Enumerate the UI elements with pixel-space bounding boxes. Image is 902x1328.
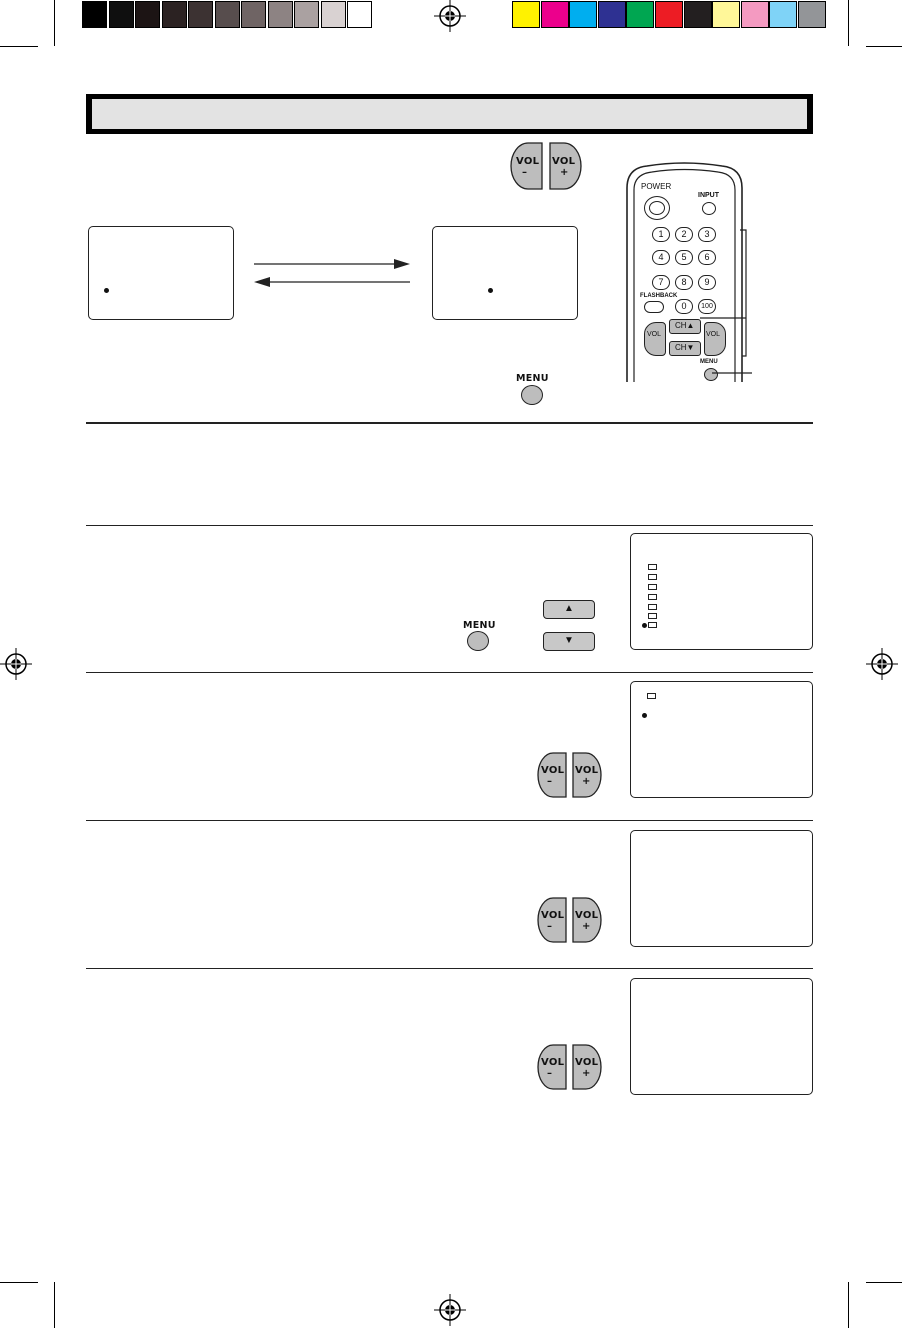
color-swatch: [741, 1, 769, 28]
color-swatch: [569, 1, 597, 28]
grayscale-swatch: [215, 1, 240, 28]
menu-item-icon: [648, 594, 657, 600]
arrow-right-icon: [252, 257, 412, 271]
cursor-dot-icon: [488, 288, 493, 293]
plus-sign: +: [560, 167, 569, 178]
color-swatch: [769, 1, 797, 28]
section-header-bar: [86, 94, 813, 134]
power-button[interactable]: [644, 196, 670, 220]
arrow-left-icon: [252, 275, 412, 289]
ch-down-button[interactable]: [543, 632, 595, 651]
up-arrow-icon: ▲: [564, 603, 574, 614]
grayscale-swatch: [188, 1, 213, 28]
vol-label: VOL: [575, 765, 599, 776]
grayscale-swatch: [241, 1, 266, 28]
plus-sign: +: [582, 776, 591, 787]
vol-label: VOL: [575, 1057, 599, 1068]
input-button[interactable]: [702, 202, 716, 215]
vol-label: VOL: [575, 910, 599, 921]
digit-button-5[interactable]: 5: [675, 250, 693, 265]
menu-item-icon: [647, 693, 656, 699]
minus-sign: –: [547, 921, 553, 932]
ch-up-label: CH▲: [675, 321, 695, 330]
tv-menu-screen: [630, 533, 813, 650]
step-divider: [86, 968, 813, 969]
registration-mark-icon: [866, 648, 898, 680]
digit-button-100[interactable]: 100: [698, 299, 716, 314]
vol-label: VOL: [552, 156, 576, 167]
color-swatch: [712, 1, 740, 28]
down-arrow-icon: ▼: [564, 635, 574, 646]
digit-button-9[interactable]: 9: [698, 275, 716, 290]
tv-submenu-screen: [630, 681, 813, 798]
menu-item-icon: [648, 604, 657, 610]
grayscale-swatch: [268, 1, 293, 28]
registration-mark-icon: [434, 1294, 466, 1326]
vol-button-pair: [537, 897, 601, 943]
tv-screen-before: [88, 226, 234, 320]
plus-sign: +: [582, 921, 591, 932]
menu-item-icon: [648, 574, 657, 580]
section-divider: [86, 422, 813, 424]
callout-bracket: [700, 228, 754, 378]
digit-button-0[interactable]: 0: [675, 299, 693, 314]
digit-button-3[interactable]: 3: [698, 227, 716, 242]
grayscale-swatch: [109, 1, 134, 28]
grayscale-swatch: [162, 1, 187, 28]
vol-label: VOL: [541, 765, 565, 776]
tv-screen: [630, 978, 813, 1095]
color-swatch: [541, 1, 569, 28]
cursor-dot-icon: [642, 713, 647, 718]
minus-sign: –: [547, 776, 553, 787]
menu-button-label: MENU: [463, 620, 496, 631]
step-divider: [86, 672, 813, 673]
menu-item-icon: [648, 584, 657, 590]
ch-up-button[interactable]: [543, 600, 595, 619]
color-swatch: [655, 1, 683, 28]
plus-sign: +: [582, 1068, 591, 1079]
step-divider: [86, 820, 813, 821]
cursor-dot-icon: [642, 623, 647, 628]
tv-screen: [630, 830, 813, 947]
digit-button-2[interactable]: 2: [675, 227, 693, 242]
ch-down-label: CH▼: [675, 343, 695, 352]
digit-button-7[interactable]: 7: [652, 275, 670, 290]
digit-button-4[interactable]: 4: [652, 250, 670, 265]
grayscale-swatch: [347, 1, 372, 28]
vol-label: VOL: [706, 331, 721, 338]
vol-button-pair: [510, 142, 582, 190]
step-divider: [86, 525, 813, 526]
flashback-button[interactable]: [644, 301, 664, 313]
color-swatch: [626, 1, 654, 28]
grayscale-swatch: [321, 1, 346, 28]
minus-sign: –: [547, 1068, 553, 1079]
menu-item-icon: [648, 564, 657, 570]
vol-label: VOL: [516, 156, 540, 167]
color-swatch: [684, 1, 712, 28]
menu-button[interactable]: [467, 631, 489, 651]
vol-label: VOL: [541, 1057, 565, 1068]
digit-button-1[interactable]: 1: [652, 227, 670, 242]
power-label: POWER: [641, 182, 672, 191]
vol-label: VOL: [541, 910, 565, 921]
menu-label: MENU: [700, 359, 718, 365]
vol-button-pair: [537, 1044, 601, 1090]
flashback-label: FLASHBACK: [640, 293, 678, 299]
input-label: INPUT: [698, 192, 719, 199]
menu-button[interactable]: [521, 385, 543, 405]
digit-button-6[interactable]: 6: [698, 250, 716, 265]
digit-button-8[interactable]: 8: [675, 275, 693, 290]
menu-item-icon: [648, 622, 657, 628]
registration-mark-icon: [434, 0, 466, 32]
section-header-fill: [92, 99, 807, 129]
minus-sign: –: [522, 167, 528, 178]
tv-screen-after: [432, 226, 578, 320]
registration-mark-icon: [0, 648, 32, 680]
color-swatch: [798, 1, 826, 28]
color-swatch: [598, 1, 626, 28]
vol-button-pair: [537, 752, 601, 798]
menu-button-label: MENU: [516, 373, 549, 384]
grayscale-swatch: [82, 1, 107, 28]
menu-item-icon: [648, 613, 657, 619]
grayscale-swatch: [294, 1, 319, 28]
cursor-dot-icon: [104, 288, 109, 293]
grayscale-swatch: [135, 1, 160, 28]
color-swatch: [512, 1, 540, 28]
vol-label: VOL: [647, 331, 662, 338]
vol-minus-button[interactable]: [644, 322, 666, 356]
